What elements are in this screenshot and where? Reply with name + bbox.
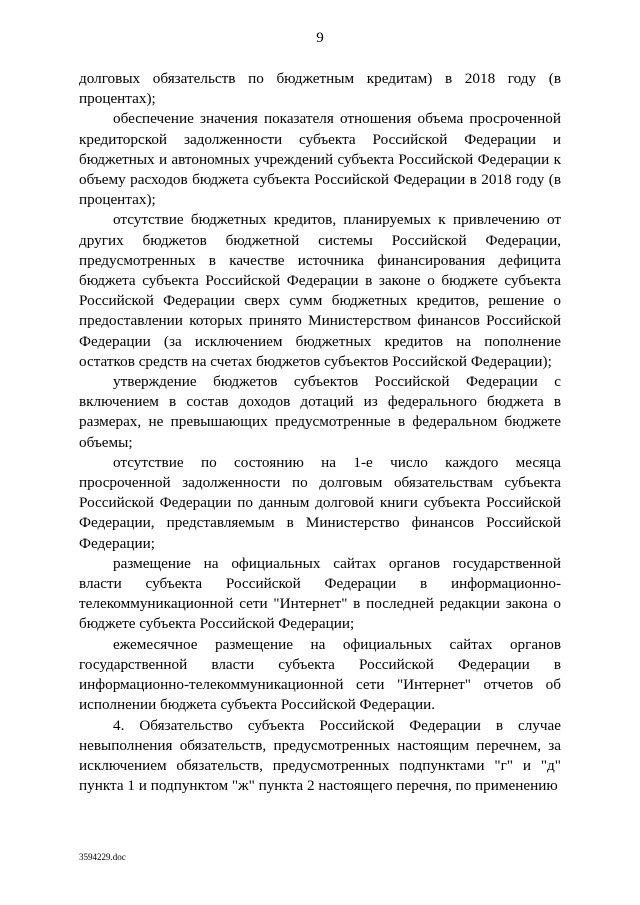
file-footer: 3594229.doc	[79, 852, 126, 862]
paragraph-6: размещение на официальных сайтах органов государственной власти субъекта Российской Федерации в информационно-телекоммуникационной сети "Интернет" в последней редакции закона о бюджете субъекта Российской Федерации;	[79, 554, 561, 633]
paragraph-1: долговых обязательств по бюджетным кредитам) в 2018 году (в процентах);	[79, 70, 561, 108]
page-number: 9	[316, 30, 324, 46]
paragraph-4: утверждение бюджетов субъектов Российской Федерации с включением в состав доходов дотаций из федерального бюджета в размерах, не превышающих предусмотренные в федеральном бюджете объемы;	[79, 373, 561, 451]
paragraph-2: обеспечение значения показателя отношения объема просроченной кредиторской задолженности субъекта Российской Федерации и бюджетных и автономных учреждений субъекта Российской Федерации к объему расходов бюджета субъекта Российской Федерации в 2018 году (в процентах);	[79, 110, 561, 209]
document-body	[79, 69, 561, 796]
paragraph-3: отсутствие бюджетных кредитов, планируемых к привлечению от других бюджетов бюджетной системы Российской Федерации, предусмотренных в качестве источника финансирования дефицита бюджета субъекта Российской Федерации в законе о бюджете субъекта Российской Федерации сверх сумм бюджетных кредитов, решение о предоставлении которых принято Министерством финансов Российской Федерации (за исключением бюджетных кредитов на пополнение остатков средств на счетах бюджетов субъектов Российской Федерации);	[79, 211, 561, 370]
paragraph-7: ежемесячное размещение на официальных сайтах органов государственной власти субъекта Российской Федерации в информационно-телекоммуникационной сети "Интернет" отчетов об исполнении бюджета субъекта Российской Федерации.	[79, 635, 561, 714]
paragraph-8: 4. Обязательство субъекта Российской Федерации в случае невыполнения обязательств, предусмотренных настоящим перечнем, за исключением обязательств, предусмотренных подпунктами "г" и "д" пункта 1 и подпунктом "ж" пункта 2 настоящего перечня, по применению	[79, 716, 561, 795]
paragraph-5: отсутствие по состоянию на 1-е число каждого месяца просроченной задолженности по долговым обязательствам субъекта Российской Федерации по данным долговой книги субъекта Российской Федерации, представляемым в Министерство финансов Российской Федерации;	[79, 453, 561, 552]
